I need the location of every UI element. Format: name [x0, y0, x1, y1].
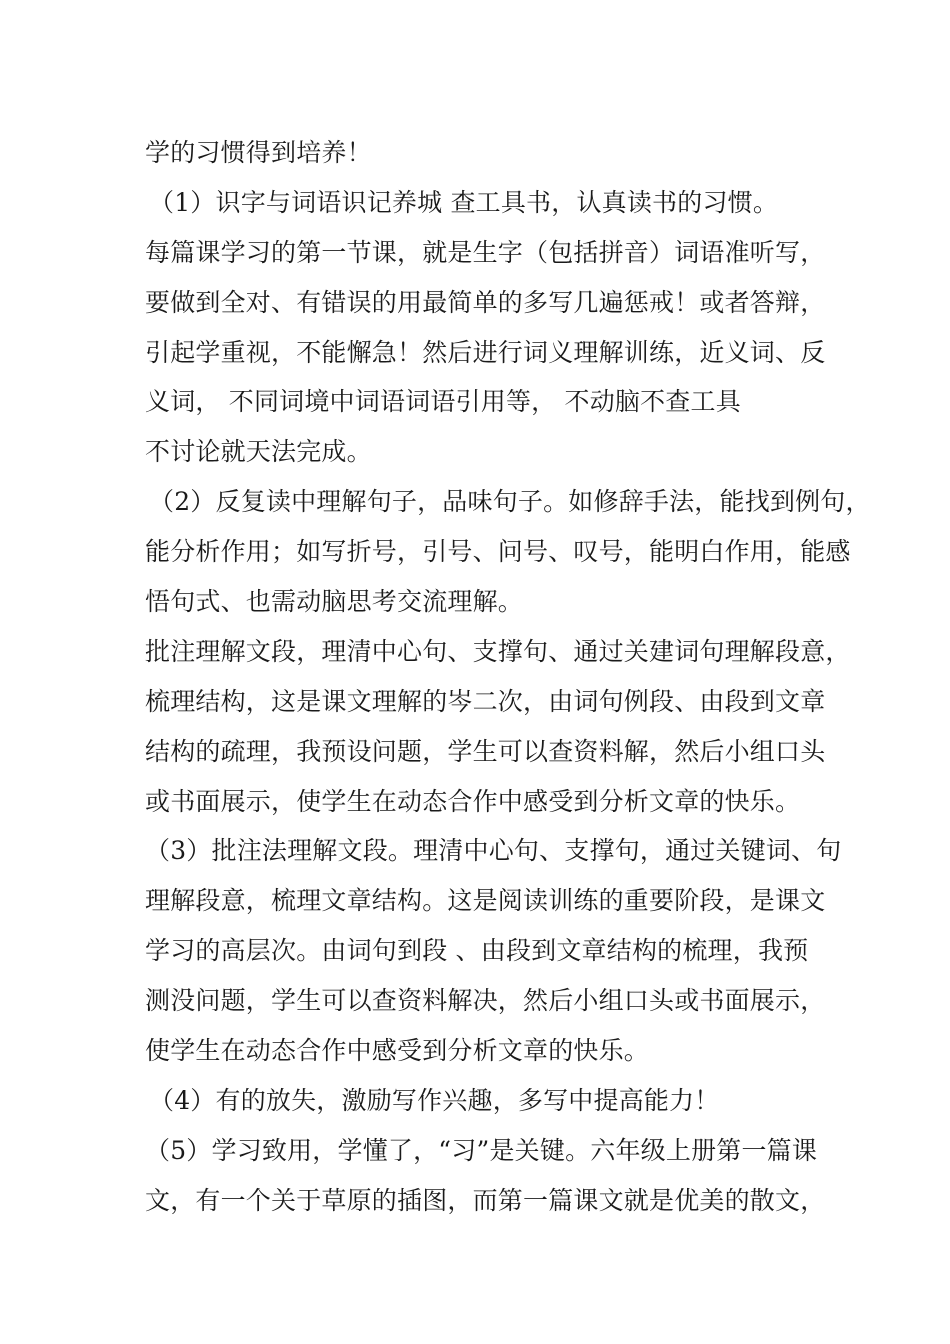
- text-line: 能分析作用；如写折号，引号、问号、叹号，能明白作用，能感: [145, 537, 851, 567]
- text-line: 批注理解文段，理清中心句、支撑句、通过关建词句理解段意，: [145, 636, 851, 666]
- text-line: （5）学习致用，学懂了，“习”是关键。六年级上册第一篇课: [145, 1135, 818, 1165]
- document-body: [145, 128, 871, 1226]
- text-line: 义词， 不同词境中词语词语引用等， 不动脑不查工具: [145, 387, 741, 417]
- text-line: 测没问题，学生可以查资料解决，然后小组口头或书面展示，: [145, 986, 826, 1016]
- text-line: 文，有一个关于草原的插图，而第一篇课文就是优美的散文，: [145, 1185, 826, 1215]
- text-line: 使学生在动态合作中感受到分析文章的快乐。: [145, 1036, 650, 1066]
- text-line: 结构的疏理，我预设问题，学生可以查资料解，然后小组口头: [145, 736, 826, 766]
- text-line: （3）批注法理解文段。理清中心句、支撑句，通过关键词、句: [145, 836, 842, 866]
- text-line: 每篇课学习的第一节课，就是生字（包括拼音）词语准听写，: [145, 237, 826, 267]
- text-line: 或书面展示，使学生在动态合作中感受到分析文章的快乐。: [145, 786, 801, 816]
- text-line: 梳理结构，这是课文理解的岑二次，由词句例段、由段到文章: [145, 686, 826, 716]
- text-line: 学习的高层次。由词句到段 、由段到文章结构的梳理，我预: [145, 936, 809, 966]
- text-line: 不讨论就天法完成。: [145, 437, 372, 467]
- text-line: （1）识字与词语识记养城 查工具书，认真读书的习惯。: [149, 187, 779, 217]
- text-line: 引起学重视，不能懈急！然后进行词义理解训练，近义词、反: [145, 337, 826, 367]
- text-line: 理解段意，梳理文章结构。这是阅读训练的重要阶段，是课文: [145, 886, 826, 916]
- text-line: （2）反复读中理解句子，品味句子。如修辞手法，能找到例句，: [149, 487, 871, 517]
- text-line: 要做到全对、有错误的用最简单的多写几遍惩戒！或者答辩，: [145, 287, 826, 317]
- text-line: （4）有的放失，激励写作兴趣，多写中提高能力！: [149, 1085, 720, 1115]
- text-line: 学的习惯得到培养！: [145, 138, 372, 167]
- text-line: 悟句式、也需动脑思考交流理解。: [145, 587, 524, 617]
